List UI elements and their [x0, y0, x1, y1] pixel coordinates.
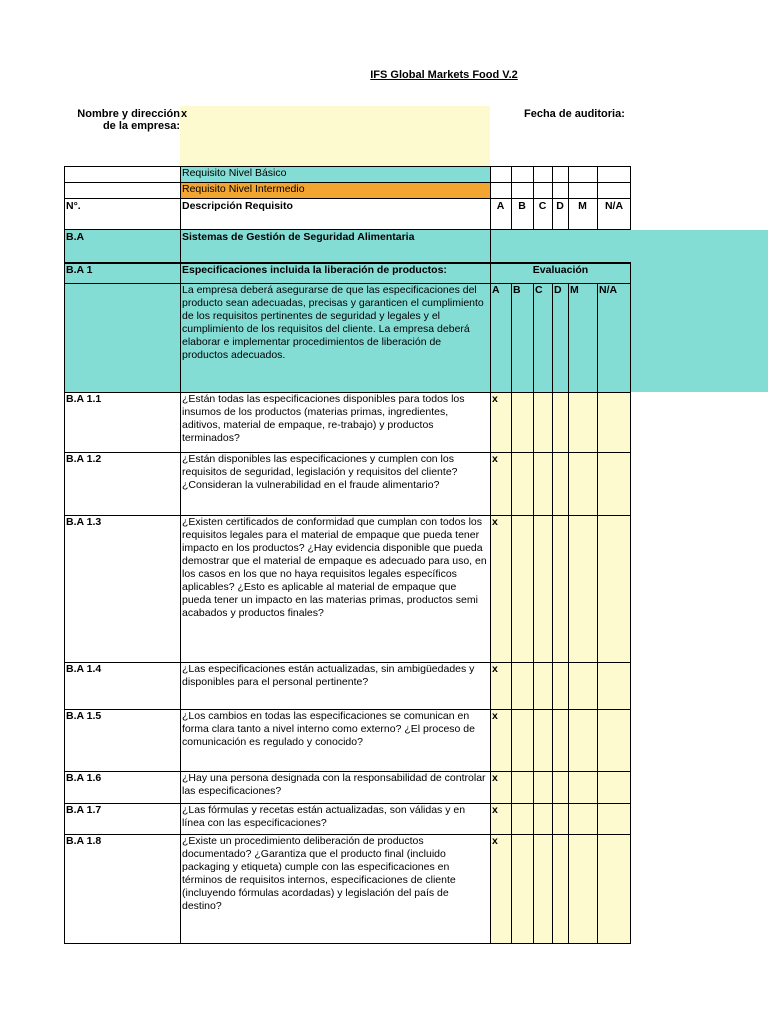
intro-text: La empresa deberá asegurarse de que las especificaciones del producto sean adecuadas, precisas y garanticen el cumplimiento de los requisitos pertinentes de seguridad y legales y el cumplimiento de los requisitos del cliente. La empresa deberá elaborar e implementar procedimientos de liberación de productos adecuados. [180, 283, 490, 392]
row-mark-a[interactable]: x [490, 709, 511, 771]
grid-line [64, 198, 631, 199]
evaluation-label: Evaluación [490, 263, 631, 283]
grid-line [597, 283, 598, 944]
grid-line [64, 834, 631, 835]
header-col-a: A [496, 200, 505, 212]
grid-line [64, 709, 631, 710]
company-value: x [181, 108, 188, 120]
grid-line [630, 263, 631, 944]
row-eval-cells[interactable] [511, 803, 631, 834]
grid-line [64, 803, 631, 804]
grid-line [568, 283, 569, 944]
row-eval-cells[interactable] [511, 662, 631, 709]
header-number: N°. [66, 200, 81, 212]
subsection-code: B.A 1 [64, 263, 180, 283]
row-code: B.A 1.7 [66, 804, 102, 816]
legend-intermediate [180, 182, 490, 198]
header-col-na: N/A [604, 200, 624, 212]
row-eval-cells[interactable] [511, 771, 631, 803]
grid-line [64, 662, 631, 663]
row-eval-cells[interactable] [511, 392, 631, 452]
subsection-title: Especificaciones incluida la liberación de productos: [180, 263, 490, 283]
row-mark-a[interactable]: x [490, 515, 511, 662]
row-code: B.A 1.4 [66, 663, 102, 675]
legend-intermediate-label: Requisito Nivel Intermedio [182, 183, 305, 195]
intro-code-cell [64, 283, 180, 392]
intro-col-na: N/A [597, 283, 631, 392]
company-label: Nombre y dirección de la empresa: [77, 108, 180, 132]
legend-basic-label: Requisito Nivel Básico [182, 167, 287, 179]
row-mark-a[interactable]: x [490, 452, 511, 515]
row-text: ¿Las especificaciones están actualizadas, sin ambigüedades y disponibles para el personal pertinente? [182, 663, 475, 688]
header-col-c: C [538, 200, 547, 212]
row-code: B.A 1.8 [66, 835, 102, 847]
grid-line [64, 452, 631, 453]
header-col-b: B [518, 200, 526, 212]
row-code: B.A 1.6 [66, 772, 102, 784]
row-text: ¿Los cambios en todas las especificaciones se comunican en forma clara tanto a nivel interno como externo? ¿El proceso de comunicación es regulado y conocido? [182, 710, 475, 748]
section-title: Sistemas de Gestión de Seguridad Alimentaria [180, 230, 490, 262]
row-text: ¿Hay una persona designada con la responsabilidad de controlar las especificaciones? [182, 772, 486, 797]
audit-date-label: Fecha de auditoria: [524, 108, 625, 120]
document-title: IFS Global Markets Food V.2 [370, 69, 518, 81]
row-code: B.A 1.2 [66, 453, 102, 465]
header-col-d: D [556, 200, 564, 212]
grid-line [64, 166, 631, 167]
row-mark-a[interactable]: x [490, 803, 511, 834]
row-text: ¿Están disponibles las especificaciones y cumplen con los requisitos de seguridad, legislación y requisitos del cliente? ¿Consideran la vulnerabilidad en el fraude alimentario? [182, 453, 458, 491]
row-code: B.A 1.3 [66, 516, 102, 528]
header-col-m: M [578, 200, 587, 212]
intro-col-b: B [511, 283, 533, 392]
intro-col-a: A [490, 283, 511, 392]
grid-line [533, 283, 534, 944]
intro-col-d: D [552, 283, 568, 392]
row-eval-cells[interactable] [511, 834, 631, 944]
grid-line [64, 229, 631, 230]
row-code: B.A 1.5 [66, 710, 102, 722]
grid-line [552, 283, 553, 944]
grid-line [64, 262, 631, 264]
row-text: ¿Las fórmulas y recetas están actualizadas, son válidas y en línea con las especificaciones? [182, 804, 466, 829]
section-code: B.A [64, 230, 180, 262]
row-text: ¿Están todas las especificaciones disponibles para todos los insumos de los productos (materias primas, ingredientes, aditivos, material de empaque, re-trabajo) y productos terminados? [182, 393, 465, 444]
intro-col-m: M [568, 283, 597, 392]
row-mark-a[interactable]: x [490, 834, 511, 944]
company-field[interactable] [180, 106, 490, 166]
row-eval-cells[interactable] [511, 452, 631, 515]
row-text: ¿Existe un procedimiento deliberación de productos documentado? ¿Garantiza que el producto final (incluido packaging y etiqueta) cumple con las especificaciones en términos de requisitos internos, especificaciones de cliente (incluyendo fórmulas acordadas) y legislación del país de destino? [182, 835, 456, 912]
intro-col-c: C [533, 283, 552, 392]
row-mark-a[interactable]: x [490, 392, 511, 452]
requirements-table [64, 166, 631, 944]
row-eval-cells[interactable] [511, 515, 631, 662]
grid-line [64, 392, 631, 393]
grid-line [511, 283, 512, 944]
grid-line [64, 771, 631, 772]
grid-line [64, 182, 631, 183]
legend-basic [180, 166, 490, 182]
grid-line [64, 283, 631, 284]
grid-line [64, 943, 631, 944]
row-code: B.A 1.1 [66, 393, 102, 405]
row-text: ¿Existen certificados de conformidad que cumplan con todos los requisitos legales para el material de empaque que pueda tener impacto en los productos? ¿Hay evidencia disponible que pueda demostrar que el material de empaque es adecuado para uso, en los casos en los que no haya requisitos legales específicos aplicables? ¿Esto es aplicable al material de empaque que pueda tener un impacto en las materias primas, productos semi acabados y productos finales? [182, 516, 487, 619]
grid-line [64, 515, 631, 516]
row-mark-a[interactable]: x [490, 662, 511, 709]
row-eval-cells[interactable] [511, 709, 631, 771]
row-mark-a[interactable]: x [490, 771, 511, 803]
header-description: Descripción Requisito [182, 200, 293, 212]
